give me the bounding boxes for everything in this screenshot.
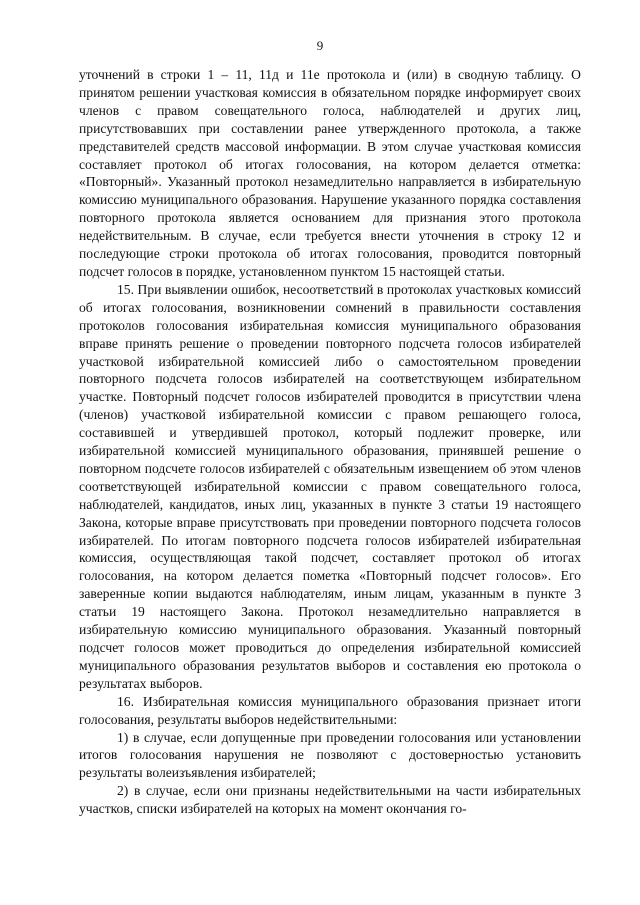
page-number: 9 (316, 38, 324, 53)
paragraph-continuation: уточнений в строки 1 – 11, 11д и 11е протокола и (или) в сводную таблицу. О принятом решении участковая комиссия в обязательном порядке информирует своих членов с правом совещательного голоса, наблюдателей и других лиц, присутствовавших при составлении ранее утвержденного протокола, а также представителей средств массовой информации. В этом случае участковая комиссия составляет протокол об итогах голосования, на котором делается отметка: «Повторный». Указанный протокол незамедлительно направляется в избирательную комиссию муниципального образования. Нарушение указанного порядка составления повторного протокола является основанием для признания этого протокола недействительным. В случае, если требуется внести уточнения в строку 12 и последующие строки протокола об итогах голосования, проводится повторный подсчет голосов в порядке, установленном пунктом 15 настоящей статьи. (79, 67, 581, 279)
paragraph-subitem-1: 1) в случае, если допущенные при проведении голосования или установлении итогов голосования нарушения не позволяют с достоверностью установить результаты волеизъявления избирателей; (79, 729, 581, 781)
paragraph-subitem-2: 2) в случае, если они признаны недействительными на части избирательных участков, списки избирателей на которых на момент окончания го- (79, 783, 581, 817)
paragraph-item-16: 16. Избирательная комиссия муниципального образования признает итоги голосования, результаты выборов недействительными: (79, 693, 581, 727)
paragraph-item-15: 15. При выявлении ошибок, несоответствий в протоколах участковых комиссий об итогах голосования, возникновении сомнений в правильности составления протоколов голосования избирательная комиссия муниципального образования вправе принять решение о проведении повторного подсчета голосов избирателей участковой избирательной комиссией либо о самостоятельном проведении повторного подсчета голосов избирателей на соответствующем избирательном участке. Повторный подсчет голосов избирателей проводится в присутствии члена (членов) участковой избирательной комиссии с правом решающего голоса, составившей и утвердившей протокол, который подлежит проверке, или избирательной комиссией муниципального образования, принявшей решение о повторном подсчете голосов избирателей с обязательным извещением об этом членов соответствующей избирательной комиссии с правом совещательного голоса, наблюдателей, кандидатов, иных лиц, указанных в пункте 3 статьи 19 настоящего Закона, которые вправе присутствовать при проведении повторного подсчета голосов избирателей. По итогам повторного подсчета голосов избирателей избирательная комиссия, осуществляющая такой подсчет, составляет протокол об итогах голосования, на котором делается пометка «Повторный подсчет голосов». Его заверенные копии выдаются наблюдателям, иным лицам, указанным в пункте 3 статьи 19 настоящего Закона. Протокол незамедлительно направляется в избирательную комиссию муниципального образования. Указанный повторный подсчет голосов может проводиться до определения избирательной комиссией муниципального образования результатов выборов и составления ею протокола о результатах выборов. (79, 281, 581, 691)
document-body (79, 66, 581, 818)
